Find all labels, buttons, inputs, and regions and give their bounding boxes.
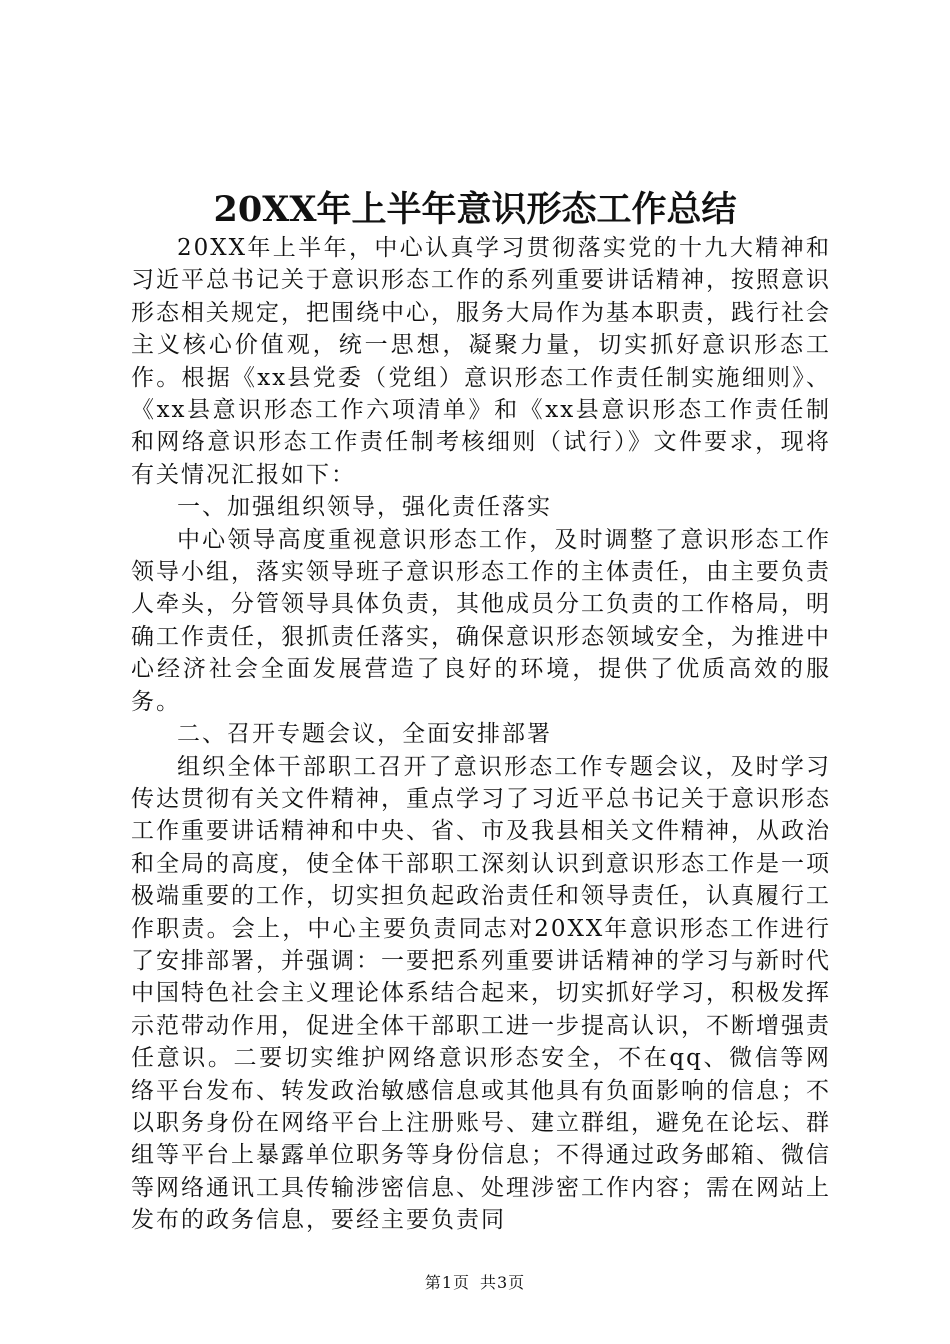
page-total: 共3页 [480, 1273, 526, 1292]
document-title: 20XX年上半年意识形态工作总结 [213, 189, 737, 230]
page-number: 第1页 [424, 1273, 470, 1292]
intro-paragraph: 20XX年上半年，中心认真学习贯彻落实党的十九大精神和习近平总书记关于意识形态工作的系列重要讲话精神，按照意识形态相关规定，把围绕中心，服务大局作为基本职责，践行社会主义核心价值观，统一思想，凝聚力量，切实抓好意识形态工作。根据《xx县党委（党组）意识形态工作责任制实施细则》、《xx县意识形态工作六项清单》和《xx县意识形态工作责任制和网络意识形态工作责任制考核细则（试行）》文件要求，现将有关情况汇报如下： [131, 235, 831, 488]
section-1-paragraph: 中心领导高度重视意识形态工作，及时调整了意识形态工作领导小组，落实领导班子意识形态工作的主体责任，由主要负责人牵头，分管领导具体负责，其他成员分工负责的工作格局，明确工作责任，狠抓责任落实，确保意识形态领域安全，为推进中心经济社会全面发展营造了良好的环境，提供了优质高效的服务。 [131, 526, 831, 715]
section-heading-2: 二、召开专题会议，全面安排部署 [177, 721, 552, 748]
section-heading-1: 一、加强组织领导，强化责任落实 [177, 494, 552, 521]
section-2-paragraph: 组织全体干部职工召开了意识形态工作专题会议，及时学习传达贯彻有关文件精神，重点学习了习近平总书记关于意识形态工作重要讲话精神和中央、省、市及我县相关文件精神，从政治和全局的高度，使全体干部职工深刻认识到意识形态工作是一项极端重要的工作，切实担负起政治责任和领导责任，认真履行工作职责。会上，中心主要负责同志对20XX年意识形态工作进行了安排部署，并强调：一要把系列重要讲话精神的学习与新时代中国特色社会主义理论体系结合起来，切实抓好学习，积极发挥示范带动作用，促进全体干部职工进一步提高认识，不断增强责任意识。二要切实维护网络意识形态安全，不在qq、微信等网络平台发布、转发政治敏感信息或其他具有负面影响的信息；不以职务身份在网络平台上注册账号、建立群组，避免在论坛、群组等平台上暴露单位职务等身份信息；不得通过政务邮箱、微信等网络通讯工具传输涉密信息、处理涉密工作内容；需在网站上发布的政务信息，要经主要负责同 [131, 753, 831, 1234]
page-footer [0, 1273, 950, 1293]
document-body [131, 232, 831, 1237]
